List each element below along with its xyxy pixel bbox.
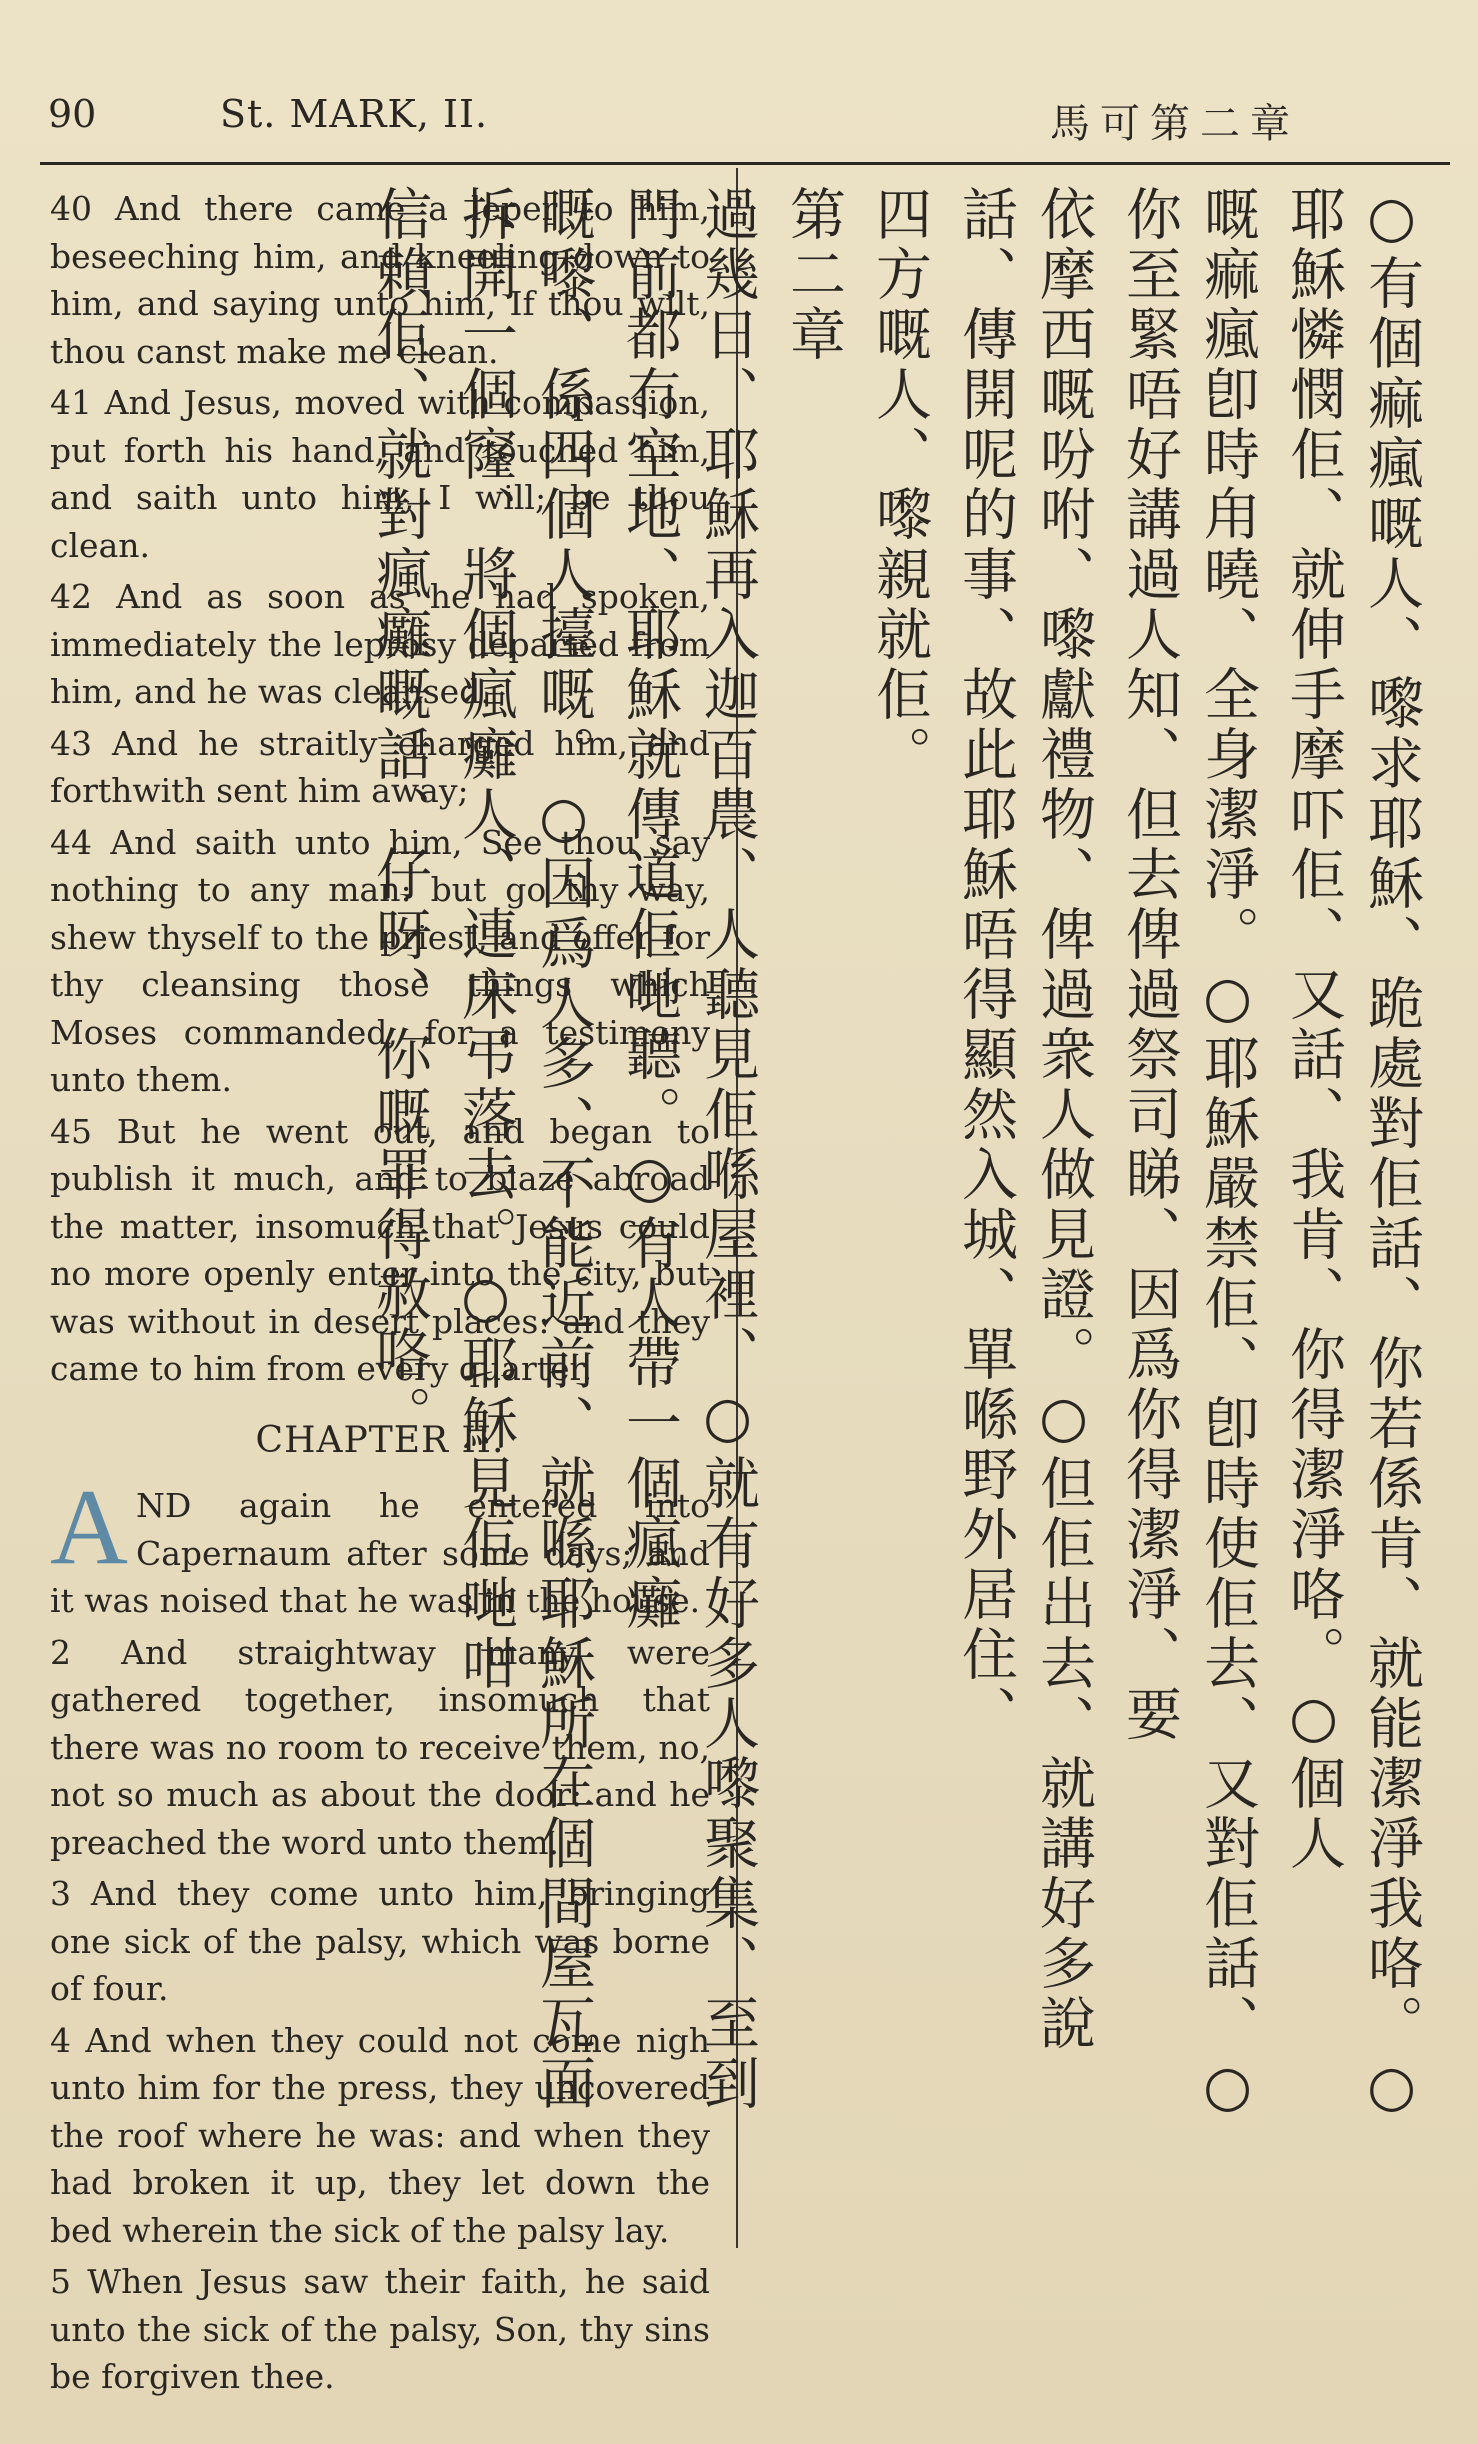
chinese-line: ○有個痲瘋嘅人、嚟求耶穌、跪處對佢話、你若係肯、就能潔淨我咯。○耶穌憐憫佢、就伸手摩吓佢、又話、我肯、你得潔淨咯。○個人 (1281, 185, 1424, 2123)
chinese-running-title: 馬可第二章 (1050, 101, 1300, 147)
chinese-line: 依摩西嘅吩咐、嚟獻禮物、俾過衆人做見證。○但佢出去、就講好多說話、傳開呢的事、故此耶穌唔得顯然入城、單喺野外居住、 (953, 185, 1096, 2054)
chinese-line: 四方嘅人、嚟親就佢。 (867, 185, 932, 785)
verse-1-44: 44 And saith unto him, See thou say nothing to any man: but go thy way, shew thyself to the priest, and offer for thy cleansing those things which Moses commanded, for a testimony unto them. (50, 822, 710, 1099)
page-number: 90 (48, 92, 97, 136)
verse-2-2: 2 And straightway many were gathered together, insomuch that there was no room to receive them, no, not so much as about the door: and he preached the word unto them. (50, 1632, 710, 1862)
verse-2-1-text: ND again he entered into Capernaum after some days; and it was noised that he was in the house. (50, 1486, 710, 1620)
verse-2-5: 5 When Jesus saw their faith, he said unto the sick of the palsy, Son, thy sins be forgiven thee. (50, 2262, 710, 2396)
running-title: St. MARK, II. (220, 92, 489, 136)
verse-1-43: 43 And he straitly charged him, and forthwith sent him away; (50, 723, 710, 810)
page-header (40, 92, 1440, 152)
verse-2-4: 4 And when they could not come nigh unto him for the press, they uncovered the roof where he was: and when they had broken it up, they let down the bed wherein the sick of the palsy lay. (50, 2020, 710, 2250)
verse-1-40: 40 And there came a leper to him, beseeching him, and kneeling down to him, and saying unto him, If thou wilt, thou canst make me clean. (50, 189, 710, 371)
header-rule (40, 162, 1450, 165)
verse-1-42: 42 And as soon as he had spoken, immediately the leprosy departed from him, and he was cleansed. (50, 577, 710, 711)
chinese-line: 嘅嚟、係四個人擡嘅。○因爲人多、不能近前、就喺耶穌所在個間屋瓦面拆開一個窿、將個瘋癱人、連床弔落去。○耶穌見佢哋咁 (453, 185, 596, 2114)
verse-2-3: 3 And they come unto him, bringing one sick of the palsy, which was borne of four. (50, 1874, 710, 2008)
verse-1-41: 41 And Jesus, moved with compassion, put forth his hand, and touched him, and saith unto him, I will; be thou clean. (50, 383, 710, 565)
verse-1-45: 45 But he went out, and began to publish it much, and to blaze abroad the matter, insomuch that Jesus could no more openly enter into the city, but was without in desert places: and they came to him from every quarter. (50, 1111, 710, 1388)
chinese-line: 嘅痲瘋卽時甪曉、全身潔淨。○耶穌嚴禁佢、卽時使佢去、又對佢話、○你至緊唔好講過人知、但去俾過祭司睇、因爲你得潔淨、要 (1117, 185, 1260, 2123)
drop-cap: A (50, 1468, 128, 1587)
chinese-line: 信賴佢、就對瘋癱嘅話、仔呀、你嘅罪得赦咯。 (367, 185, 432, 1445)
chapter-heading: CHAPTER II. (255, 1419, 505, 1461)
chinese-line: 過幾日、耶穌再入迦百農、人聽見佢喺屋裡、○就有好多人嚟聚集、至到門前都冇空地、耶穌就傳道佢哋聽。○有人帶一個瘋癱 (617, 185, 760, 2114)
chinese-chapter-heading: 第二章 (781, 185, 846, 365)
